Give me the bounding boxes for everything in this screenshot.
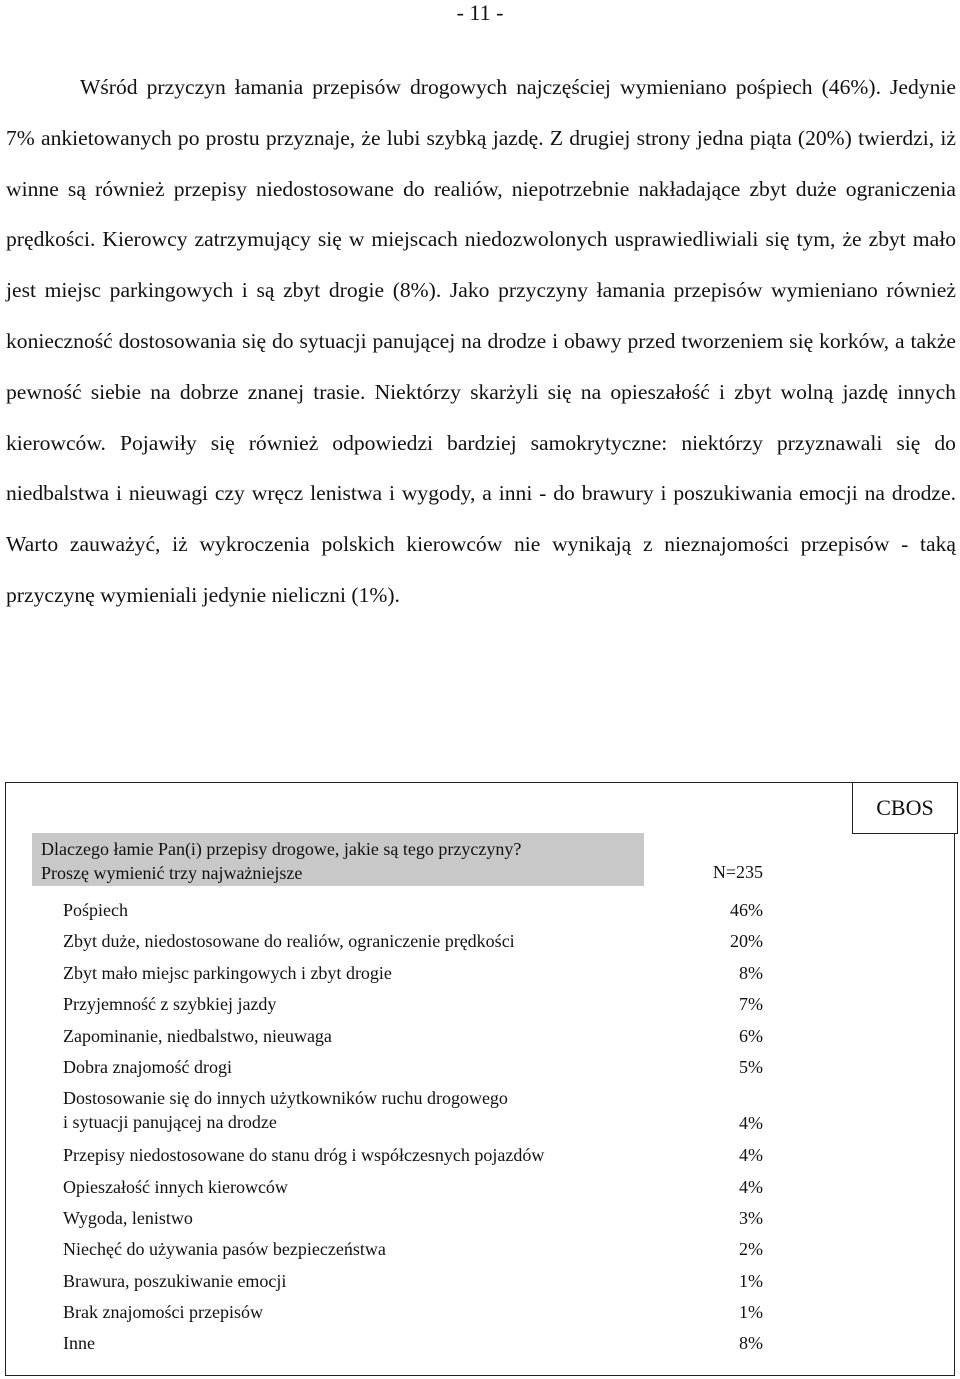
source-label: CBOS <box>852 782 958 834</box>
table-row <box>63 1024 763 1055</box>
answer-label: Inne <box>63 1333 95 1354</box>
table-row <box>63 1055 763 1086</box>
paragraph-line: Wśród przyczyn łamania przepisów drogowych najczęściej wymieniano pośpiech <box>80 75 813 99</box>
page-number: - 11 - <box>456 0 504 25</box>
answer-label: Niechęć do używania pasów bezpieczeństwa <box>63 1239 386 1260</box>
paragraph-line: i wygody, a inni - do brawury i poszukiwania emocji na drodze. Warto zauważyć, iż <box>6 481 956 557</box>
answer-label: Brawura, poszukiwanie emocji <box>63 1270 287 1291</box>
answer-value: 8% <box>739 1333 763 1354</box>
paragraph-line: samokrytyczne: niektórzy przyznawali się do niedbalstwa i nieuwagi czy wręcz lenistwa <box>6 430 956 506</box>
answers-list <box>63 898 763 1363</box>
answer-value: 7% <box>739 994 763 1015</box>
table-row <box>63 929 763 960</box>
paragraph-line: i zbyt wolną jazdę innych kierowców. Pojawiły się również odpowiedzi bardziej <box>6 379 956 455</box>
answer-label: Przyjemność z szybkiej jazdy <box>63 994 277 1015</box>
table-row <box>63 1086 763 1143</box>
table-row <box>63 992 763 1023</box>
paragraph-line: w miejscach niedozwolonych usprawiedliwiali się tym, że zbyt mało jest miejsc <box>6 227 956 303</box>
question-line-1: Dlaczego łamie Pan(i) przepisy drogowe, jakie są tego przyczyny? <box>41 839 522 859</box>
answer-value: 4% <box>739 1113 763 1134</box>
answer-value: 2% <box>739 1239 763 1260</box>
answer-value: 1% <box>739 1270 763 1291</box>
question-line-2: Proszę wymienić trzy najważniejsze <box>41 863 303 883</box>
answer-value: 20% <box>730 931 763 952</box>
answer-label: Zbyt mało miejsc parkingowych i zbyt drogie <box>63 962 392 983</box>
sample-size: N=235 <box>712 862 763 882</box>
survey-question <box>32 833 644 886</box>
answer-value: 46% <box>730 900 763 920</box>
answer-label: Zapominanie, niedbalstwo, nieuwaga <box>63 1025 332 1046</box>
body-paragraph <box>6 62 956 621</box>
table-row <box>63 1175 763 1206</box>
answer-value: 1% <box>739 1302 763 1323</box>
answer-label: Brak znajomości przepisów <box>63 1302 263 1323</box>
paragraph-line: parkingowych i są zbyt drogie (8%). Jako przyczyny łamania przepisów wymieniano również <box>109 278 956 303</box>
answer-value: 4% <box>739 1176 763 1197</box>
answer-label: Przepisy niedostosowane do stanu dróg i współczesnych pojazdów <box>63 1145 545 1166</box>
answer-label: Dobra znajomość drogi <box>63 1056 232 1077</box>
table-row <box>63 1206 763 1237</box>
table-row <box>63 898 763 929</box>
answer-value: 6% <box>739 1025 763 1046</box>
paragraph-line: (46%). Jedynie 7% ankietowanych po prostu przyznaje, że lubi szybką jazdę. Z drugiej strony <box>6 75 956 150</box>
answer-label: Pośpiech <box>63 900 128 920</box>
answer-value: 5% <box>739 1056 763 1077</box>
answer-label-line-2: i sytuacji panującej na drodze <box>63 1112 277 1133</box>
answer-label: Opieszałość innych kierowców <box>63 1176 288 1197</box>
answer-label: Wygoda, lenistwo <box>63 1207 193 1228</box>
paragraph-line: niepotrzebnie nakładające zbyt duże ograniczenia prędkości. Kierowcy zatrzymujący się <box>6 176 956 252</box>
paragraph-line: jedna piąta (20%) twierdzi, iż winne są również przepisy niedostosowane do realiów, <box>6 125 956 201</box>
answer-value: 3% <box>739 1207 763 1228</box>
answer-value: 4% <box>739 1145 763 1166</box>
table-row <box>63 1331 763 1362</box>
paragraph-line: wymieniali jedynie nieliczni (1%). <box>100 582 400 607</box>
table-row <box>63 1237 763 1268</box>
paragraph-line: wykroczenia polskich kierowców nie wynikają z nieznajomości przepisów - taką przyczynę <box>6 532 956 607</box>
table-row <box>63 1143 763 1174</box>
table-row <box>63 1269 763 1300</box>
table-row <box>63 961 763 992</box>
paragraph-line: konieczność dostosowania się do sytuacji panującej na drodze i obawy przed tworzeniem się <box>6 328 814 353</box>
answer-value: 8% <box>739 962 763 983</box>
answer-label: Zbyt duże, niedostosowane do realiów, ograniczenie prędkości <box>63 931 515 952</box>
table-row <box>63 1300 763 1331</box>
answer-label-line-1: Dostosowanie się do innych użytkowników ruchu drogowego <box>63 1088 508 1109</box>
paragraph-line: korków, a także pewność siebie na dobrze znanej trasie. Niektórzy skarżyli się na opieszałość <box>6 328 956 404</box>
answer-label <box>63 1086 663 1134</box>
paragraph-text <box>6 62 956 621</box>
